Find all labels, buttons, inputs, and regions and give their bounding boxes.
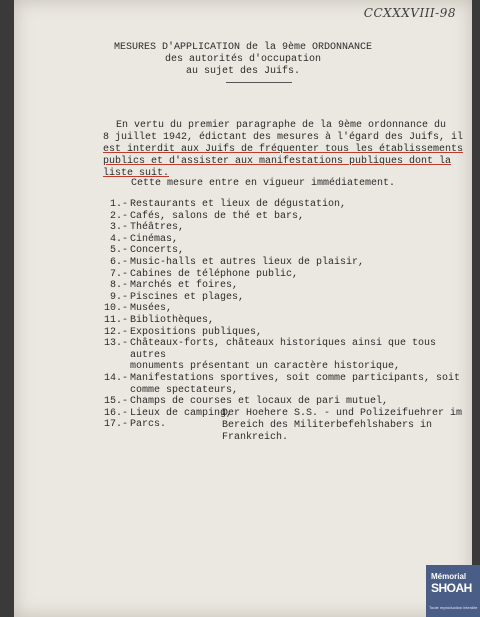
list-item <box>102 292 472 304</box>
list-item-number: 8.- <box>109 280 128 292</box>
list-item <box>102 269 472 281</box>
list-item-number: 13.- <box>103 338 128 350</box>
list-item-number: 12.- <box>103 326 128 338</box>
list-item-number: 5.- <box>109 245 128 257</box>
list-item-text: Lieux de camping, <box>130 407 233 419</box>
list-item <box>102 338 472 373</box>
list-item-number: 17.- <box>103 419 128 431</box>
list-item-text: Restaurants et lieux de dégustation, <box>130 199 347 210</box>
list-item-text: Expositions publiques, <box>130 326 263 338</box>
list-item-number: 9.- <box>109 291 128 303</box>
list-item-number: 6.- <box>109 256 128 268</box>
list-item-text: Musées, <box>130 303 173 315</box>
list-item <box>102 396 472 408</box>
list-item-text: Concerts, <box>130 245 185 257</box>
list-item-text: Théâtres, <box>130 222 185 234</box>
list-item-number: 11.- <box>103 314 128 326</box>
list-item-number: 1.- <box>109 199 128 210</box>
list-item-text: Parcs. <box>130 419 167 431</box>
list-item-number: 4.- <box>109 233 128 245</box>
list-item-text: Cabines de téléphone public, <box>130 268 299 280</box>
document-page <box>14 0 472 617</box>
list-item-text: Cinémas, <box>130 233 179 245</box>
list-item-number: 3.- <box>109 222 128 234</box>
prohibited-places-list <box>102 199 472 431</box>
list-item-text: Piscines et plages, <box>130 291 245 303</box>
list-item-number: 14.- <box>103 372 128 384</box>
list-item <box>102 373 472 396</box>
title-divider <box>226 82 292 83</box>
list-item <box>102 315 472 327</box>
list-item <box>102 257 472 269</box>
paragraph-line: 8 juillet 1942, édictant des mesures à l'égard des Juifs, il <box>103 132 464 143</box>
list-item-text: Champs de courses et locaux de pari mutuel, <box>130 396 389 408</box>
effective-statement: Cette mesure entre en vigueur immédiatement. <box>131 178 396 189</box>
signature-block <box>222 408 480 444</box>
paragraph-line-underlined: publics et d'assister aux manifestations publiques dont la <box>103 156 452 167</box>
list-item-number: 7.- <box>109 268 128 280</box>
intro-paragraph <box>103 120 464 180</box>
list-item <box>102 280 472 292</box>
archive-reference: CCXXXVIII-98 <box>363 6 456 20</box>
signature-line: Bereich des Militerbefehlshabers in Frankreich. <box>222 420 433 443</box>
list-item-text: Cafés, salons de thé et bars, <box>130 210 305 222</box>
list-item-text: Bibliothèques, <box>130 314 215 326</box>
list-item-text: Manifestations sportives, soit comme participants, soit comme spectateurs, <box>130 372 461 396</box>
list-item <box>102 222 472 234</box>
list-item <box>102 303 472 315</box>
document-title <box>14 42 472 78</box>
list-item-text: Marchés et foires, <box>130 280 239 292</box>
list-item <box>102 211 472 223</box>
list-item-number: 16.- <box>103 407 128 419</box>
list-item-text: Châteaux-forts, châteaux historiques ainsi que tous autres monuments présentant un caractère historique, <box>130 338 437 373</box>
title-line: MESURES D'APPLICATION de la 9ème ORDONNANCE <box>113 42 373 53</box>
signature-line: Der Hoehere S.S. - und Polizeifuehrer im <box>222 408 463 419</box>
list-item-number: 15.- <box>103 396 128 408</box>
list-item <box>102 327 472 339</box>
title-line: des autorités d'occupation <box>164 54 322 65</box>
paragraph-line: En vertu du premier paragraphe de la 9ème ordonnance du <box>116 120 447 131</box>
list-item-number: 2.- <box>109 210 128 222</box>
list-item <box>102 245 472 257</box>
paragraph-line-underlined: liste suit. <box>103 168 170 179</box>
paragraph-line-underlined: est interdit aux Juifs de fréquenter tous les établissements <box>103 144 464 155</box>
memorial-shoah-logo: Mémorial SHOAH Toute reproduction interdite <box>426 565 480 617</box>
list-item <box>102 199 472 211</box>
list-item-number: 10.- <box>103 303 128 315</box>
list-item <box>102 234 472 246</box>
list-item-text: Music-halls et autres lieux de plaisir, <box>130 256 365 268</box>
title-line: au sujet des Juifs. <box>185 66 301 77</box>
